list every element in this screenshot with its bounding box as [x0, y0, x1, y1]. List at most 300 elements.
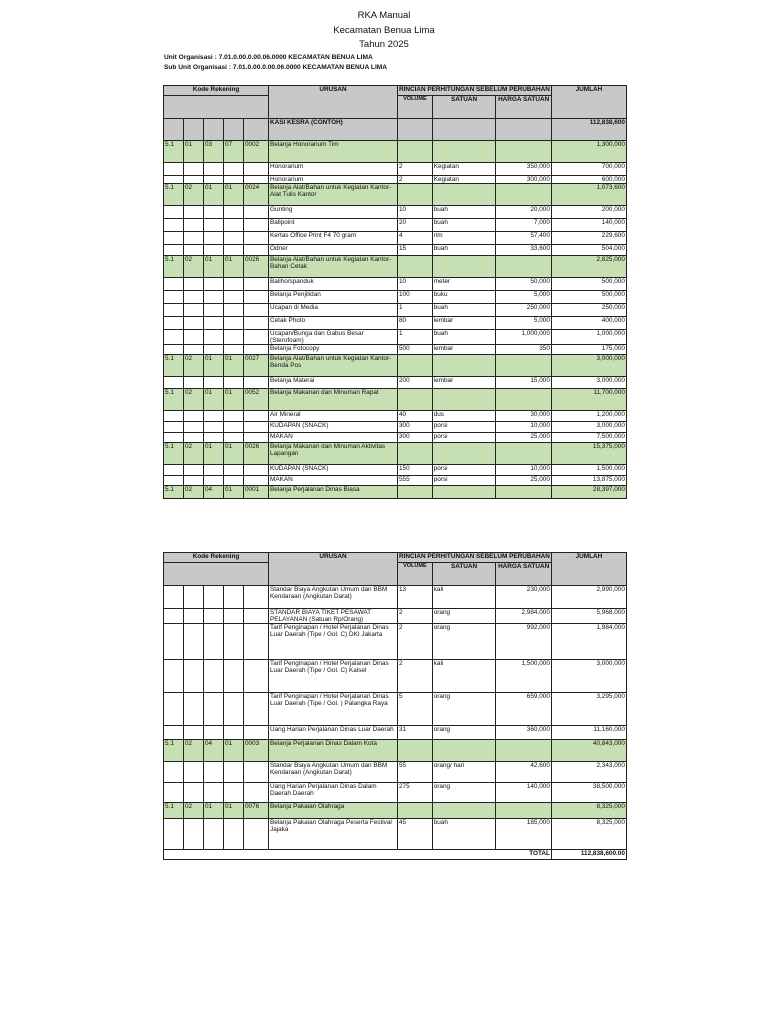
table-row [164, 586, 627, 609]
table-row [164, 609, 627, 624]
kode-cell [224, 726, 244, 740]
jumlah-cell: 229,600 [551, 232, 626, 245]
kode-cell [224, 693, 244, 726]
kode-cell [244, 586, 269, 609]
urusan-cell: Belanja Alat/Bahan untuk Kegiatan Kantor-Benda Pos [269, 355, 398, 377]
table-row [164, 693, 627, 726]
header-urusan: URUSAN [269, 553, 398, 586]
doc-year: Tahun 2025 [359, 39, 409, 50]
volume-cell: 55 [398, 762, 433, 783]
volume-cell: 13 [398, 586, 433, 609]
satuan-cell: lembar [432, 317, 496, 330]
kode-cell [224, 783, 244, 803]
kode-cell [204, 783, 224, 803]
urusan-cell: Belanja Alat/Bahan untuk Kegiatan Kantor- Bahan Cetak [269, 256, 398, 278]
kode-cell [184, 660, 204, 693]
kode-cell [224, 304, 244, 317]
table-row [164, 422, 627, 433]
kode-cell [204, 206, 224, 219]
kode-cell [244, 219, 269, 232]
satuan-cell: porsi [432, 422, 496, 433]
jumlah-cell: 3,000,000 [551, 660, 626, 693]
kode-cell [184, 291, 204, 304]
kode-cell [164, 245, 184, 256]
urusan-cell: Belanja Honorarium Tim [269, 141, 398, 163]
kode-cell [204, 278, 224, 291]
kode-cell [204, 693, 224, 726]
kode-cell [224, 465, 244, 476]
satuan-cell: orang/ hari [432, 762, 496, 783]
kode-cell [224, 609, 244, 624]
kode-cell [224, 330, 244, 345]
kode-cell: 01 [204, 443, 224, 465]
jumlah-cell: 2,990,000 [551, 586, 626, 609]
jumlah-cell: 5,968,000 [551, 609, 626, 624]
header-jumlah: JUMLAH [551, 86, 626, 119]
harga-cell: 30,000 [496, 411, 552, 422]
kode-cell [164, 163, 184, 176]
kode-cell [244, 465, 269, 476]
jumlah-cell: 500,000 [551, 278, 626, 291]
satuan-cell [432, 184, 496, 206]
volume-cell: 200 [398, 377, 433, 389]
kode-cell: 5.1 [164, 141, 184, 163]
kode-cell [224, 660, 244, 693]
satuan-cell: buah [432, 206, 496, 219]
table-row [164, 476, 627, 486]
kode-cell [204, 232, 224, 245]
kode-cell [204, 609, 224, 624]
kode-cell [204, 219, 224, 232]
kode-cell [244, 330, 269, 345]
satuan-cell: buku [432, 291, 496, 304]
kode-cell [184, 476, 204, 486]
jumlah-cell: 140,000 [551, 219, 626, 232]
jumlah-cell: 500,000 [551, 291, 626, 304]
harga-cell: 25,000 [496, 433, 552, 443]
urusan-cell: MAKAN [269, 476, 398, 486]
account-row [164, 184, 627, 206]
volume-cell [398, 486, 433, 499]
kode-cell [184, 726, 204, 740]
kode-cell [204, 304, 224, 317]
table-row [164, 219, 627, 232]
kode-cell [164, 176, 184, 184]
satuan-cell: buah [432, 330, 496, 345]
kode-cell: 01 [204, 389, 224, 411]
harga-cell: 300,000 [496, 176, 552, 184]
account-row [164, 256, 627, 278]
jumlah-cell: 175,000 [551, 345, 626, 355]
jumlah-cell: 3,000,000 [551, 355, 626, 377]
urusan-cell: Uang Harian Perjalanan Dinas Luar Daerah [269, 726, 398, 740]
harga-cell: 7,000 [496, 219, 552, 232]
kode-cell: 01 [224, 184, 244, 206]
urusan-cell: Belanja Pakaian Olahraga [269, 803, 398, 819]
account-row [164, 740, 627, 762]
harga-cell [496, 443, 552, 465]
kode-cell: 5.1 [164, 389, 184, 411]
kode-cell [204, 317, 224, 330]
harga-cell: 185,000 [496, 819, 552, 850]
satuan-cell [432, 141, 496, 163]
kode-cell [184, 206, 204, 219]
kode-cell [184, 119, 204, 141]
kode-cell [184, 586, 204, 609]
satuan-cell: dus [432, 411, 496, 422]
harga-cell: 230,000 [496, 586, 552, 609]
volume-cell [398, 803, 433, 819]
table-row [164, 726, 627, 740]
kode-cell [244, 317, 269, 330]
kode-cell [164, 433, 184, 443]
urusan-cell: KUDAPAN (SNACK) [269, 465, 398, 476]
jumlah-cell: 1,500,000 [551, 465, 626, 476]
kode-cell [184, 245, 204, 256]
header-satuan: SATUAN [432, 563, 496, 586]
volume-cell: 2 [398, 660, 433, 693]
satuan-cell: orang [432, 609, 496, 624]
urusan-cell: Belanja Perjalanan Dinas Biasa [269, 486, 398, 499]
volume-cell: 45 [398, 819, 433, 850]
kode-cell: 03 [204, 141, 224, 163]
kode-cell [164, 345, 184, 355]
kode-cell [184, 783, 204, 803]
kode-cell: 01 [204, 355, 224, 377]
kode-cell: 02 [184, 740, 204, 762]
urusan-cell: Belanja Penjilidan [269, 291, 398, 304]
header-harga-satuan: HARGA SATUAN [496, 96, 552, 119]
kode-cell [204, 624, 224, 660]
kode-cell [244, 278, 269, 291]
harga-cell: 1,000,000 [496, 330, 552, 345]
volume-cell: 500 [398, 345, 433, 355]
kode-cell [244, 693, 269, 726]
kode-cell [224, 586, 244, 609]
urusan-cell: Belanja Makanan dan Minuman Rapat [269, 389, 398, 411]
volume-cell: 275 [398, 783, 433, 803]
urusan-cell: Honorarium [269, 176, 398, 184]
kode-cell [204, 163, 224, 176]
table-row [164, 245, 627, 256]
table-body-page-1 [164, 119, 627, 499]
kode-cell [224, 219, 244, 232]
volume-cell: 555 [398, 476, 433, 486]
kode-cell [224, 624, 244, 660]
volume-cell [398, 184, 433, 206]
total-label: TOTAL [164, 850, 552, 860]
satuan-cell: porsi [432, 476, 496, 486]
satuan-cell: orang [432, 726, 496, 740]
kode-cell [164, 219, 184, 232]
account-row [164, 803, 627, 819]
kode-cell [164, 422, 184, 433]
kode-cell [204, 176, 224, 184]
kode-cell [184, 465, 204, 476]
account-row [164, 141, 627, 163]
kode-cell [204, 726, 224, 740]
kode-cell [224, 345, 244, 355]
kode-cell [204, 245, 224, 256]
harga-cell [496, 141, 552, 163]
satuan-cell: porsi [432, 465, 496, 476]
kode-cell [224, 119, 244, 141]
jumlah-cell: 3,000,000 [551, 422, 626, 433]
urusan-cell: STANDAR BIAYA TIKET PESAWAT PELAYANAN (Satuan Rp/Orang) [269, 609, 398, 624]
jumlah-cell: 1,984,000 [551, 624, 626, 660]
kode-cell [244, 783, 269, 803]
kode-cell: 02 [184, 355, 204, 377]
satuan-cell [432, 119, 496, 141]
kode-cell [184, 693, 204, 726]
kode-cell: 01 [224, 740, 244, 762]
urusan-cell: Gunting [269, 206, 398, 219]
header-kode-blank [164, 96, 269, 119]
volume-cell: 40 [398, 411, 433, 422]
satuan-cell: kali [432, 586, 496, 609]
kode-cell [244, 433, 269, 443]
harga-cell [496, 486, 552, 499]
table-row [164, 624, 627, 660]
satuan-cell: porsi [432, 433, 496, 443]
kode-cell [184, 819, 204, 850]
kode-cell [244, 609, 269, 624]
urusan-cell: Belanja Alat/Bahan untuk Kegiatan Kantor-Alat Tulis Kantor [269, 184, 398, 206]
kode-cell [204, 377, 224, 389]
header-volume: VOLUME [398, 96, 433, 119]
satuan-cell: meter [432, 278, 496, 291]
harga-cell: 5,000 [496, 291, 552, 304]
jumlah-cell: 1,073,600 [551, 184, 626, 206]
harga-cell: 350,000 [496, 163, 552, 176]
kode-cell [164, 609, 184, 624]
jumlah-cell: 112,838,600 [551, 119, 626, 141]
kode-cell [244, 176, 269, 184]
harga-cell: 42,600 [496, 762, 552, 783]
table-row [164, 465, 627, 476]
jumlah-cell: 400,000 [551, 317, 626, 330]
satuan-cell: orang [432, 624, 496, 660]
kode-cell [204, 119, 224, 141]
table-row [164, 176, 627, 184]
harga-cell: 360,000 [496, 726, 552, 740]
harga-cell: 2,984,000 [496, 609, 552, 624]
kode-cell: 02 [184, 184, 204, 206]
kode-cell [224, 411, 244, 422]
kode-cell: 0003 [244, 740, 269, 762]
satuan-cell: buah [432, 304, 496, 317]
satuan-cell: lembar [432, 377, 496, 389]
volume-cell: 2 [398, 176, 433, 184]
satuan-cell: buah [432, 819, 496, 850]
jumlah-cell: 200,000 [551, 206, 626, 219]
header-kode-rekening: Kode Rekening [164, 86, 269, 96]
kode-cell [204, 422, 224, 433]
jumlah-cell: 1,300,000 [551, 141, 626, 163]
kode-cell: 5.1 [164, 355, 184, 377]
kode-cell: 01 [224, 486, 244, 499]
header-jumlah: JUMLAH [551, 553, 626, 586]
jumlah-cell: 11,160,000 [551, 726, 626, 740]
jumlah-cell: 600,000 [551, 176, 626, 184]
kode-cell: 5.1 [164, 803, 184, 819]
kode-cell: 01 [224, 803, 244, 819]
jumlah-cell: 7,500,000 [551, 433, 626, 443]
kode-cell [224, 422, 244, 433]
kode-cell [204, 291, 224, 304]
jumlah-cell: 250,000 [551, 304, 626, 317]
jumlah-cell: 38,500,000 [551, 783, 626, 803]
kode-cell: 07 [224, 141, 244, 163]
satuan-cell: buah [432, 245, 496, 256]
satuan-cell [432, 389, 496, 411]
kode-cell: 01 [204, 184, 224, 206]
jumlah-cell: 2,343,000 [551, 762, 626, 783]
kode-cell [164, 660, 184, 693]
kode-cell: 0002 [244, 141, 269, 163]
jumlah-cell: 700,000 [551, 163, 626, 176]
kode-cell: 0024 [244, 184, 269, 206]
jumlah-cell: 40,843,000 [551, 740, 626, 762]
kode-cell [244, 377, 269, 389]
harga-cell [496, 256, 552, 278]
kode-cell [224, 163, 244, 176]
kode-cell [164, 330, 184, 345]
kode-cell: 01 [224, 355, 244, 377]
harga-cell: 250,000 [496, 304, 552, 317]
kode-cell: 5.1 [164, 184, 184, 206]
kode-cell [244, 660, 269, 693]
kode-cell [224, 232, 244, 245]
kode-cell: 02 [184, 486, 204, 499]
table-row [164, 232, 627, 245]
volume-cell: 150 [398, 465, 433, 476]
harga-cell: 20,000 [496, 206, 552, 219]
kode-cell [164, 278, 184, 291]
kode-cell [184, 624, 204, 660]
satuan-cell: lembar [432, 345, 496, 355]
kode-cell [224, 245, 244, 256]
urusan-cell: Standar Biaya Angkutan Umum dan BBM Kendaraan (Angkutan Darat) [269, 586, 398, 609]
harga-cell [496, 389, 552, 411]
harga-cell: 992,000 [496, 624, 552, 660]
volume-cell: 31 [398, 726, 433, 740]
kode-cell [224, 291, 244, 304]
kode-cell [244, 163, 269, 176]
kode-cell [204, 476, 224, 486]
kode-cell [244, 476, 269, 486]
kode-cell [224, 278, 244, 291]
satuan-cell: rim [432, 232, 496, 245]
kode-cell [224, 762, 244, 783]
header-kode-rekening: Kode Rekening [164, 553, 269, 563]
urusan-cell: Uang Harian Perjalanan Dinas Dalam Daerah Daerah [269, 783, 398, 803]
kode-cell: 01 [204, 803, 224, 819]
satuan-cell [432, 803, 496, 819]
kode-cell: 01 [204, 256, 224, 278]
jumlah-cell: 3,295,000 [551, 693, 626, 726]
kode-cell [204, 762, 224, 783]
harga-cell: 33,600 [496, 245, 552, 256]
kode-cell [164, 465, 184, 476]
volume-cell: 1 [398, 330, 433, 345]
rka-table-page-2 [163, 552, 627, 860]
urusan-cell: MAKAN [269, 433, 398, 443]
volume-cell: 2 [398, 609, 433, 624]
table-row [164, 411, 627, 422]
kode-cell [244, 304, 269, 317]
volume-cell [398, 355, 433, 377]
harga-cell: 659,000 [496, 693, 552, 726]
account-row [164, 389, 627, 411]
kode-cell [164, 119, 184, 141]
kode-cell [164, 291, 184, 304]
kode-cell [204, 411, 224, 422]
harga-cell: 57,400 [496, 232, 552, 245]
urusan-cell: Belanja Perjalanan Dinas Dalam Kota [269, 740, 398, 762]
volume-cell [398, 256, 433, 278]
harga-cell: 50,000 [496, 278, 552, 291]
kode-cell: 0001 [244, 486, 269, 499]
kode-cell: 0027 [244, 355, 269, 377]
kode-cell: 02 [184, 803, 204, 819]
kode-cell [204, 819, 224, 850]
satuan-cell: Kegiatan [432, 176, 496, 184]
kode-cell: 01 [224, 256, 244, 278]
kode-cell [204, 433, 224, 443]
kode-cell [204, 586, 224, 609]
jumlah-cell: 11,700,000 [551, 389, 626, 411]
kode-cell [184, 278, 204, 291]
urusan-cell: Ucapan di Media [269, 304, 398, 317]
satuan-cell: Kegiatan [432, 163, 496, 176]
harga-cell: 1,500,000 [496, 660, 552, 693]
kode-cell: 04 [204, 740, 224, 762]
table-row [164, 163, 627, 176]
kode-cell: 01 [184, 141, 204, 163]
jumlah-cell: 1,000,000 [551, 330, 626, 345]
table-row [164, 783, 627, 803]
jumlah-cell: 3,000,000 [551, 377, 626, 389]
kode-cell [164, 476, 184, 486]
account-row [164, 486, 627, 499]
kode-cell [164, 762, 184, 783]
table-row [164, 819, 627, 850]
urusan-cell: Tarif Penginapan / Hotel Perjalanan Dinas Luar Daerah (Tipe / Gol. ) Palangka Raya [269, 693, 398, 726]
jumlah-cell: 2,825,000 [551, 256, 626, 278]
table-body-page-2 [164, 586, 627, 850]
kode-cell: 04 [204, 486, 224, 499]
volume-cell: 20 [398, 219, 433, 232]
volume-cell: 10 [398, 206, 433, 219]
jumlah-cell: 28,397,000 [551, 486, 626, 499]
kode-cell [184, 411, 204, 422]
satuan-cell: buah [432, 219, 496, 232]
kode-cell [184, 176, 204, 184]
satuan-cell: orang [432, 693, 496, 726]
kode-cell [184, 609, 204, 624]
urusan-cell: Cetak Photo [269, 317, 398, 330]
kode-cell [164, 304, 184, 317]
urusan-cell: Baliho/spanduk [269, 278, 398, 291]
urusan-cell: Belanja Makanan dan Minuman Aktivitas Lapangan [269, 443, 398, 465]
volume-cell: 300 [398, 422, 433, 433]
kode-cell: 5.1 [164, 443, 184, 465]
kode-cell [244, 232, 269, 245]
table-row [164, 291, 627, 304]
kode-cell [164, 783, 184, 803]
kode-cell [224, 176, 244, 184]
